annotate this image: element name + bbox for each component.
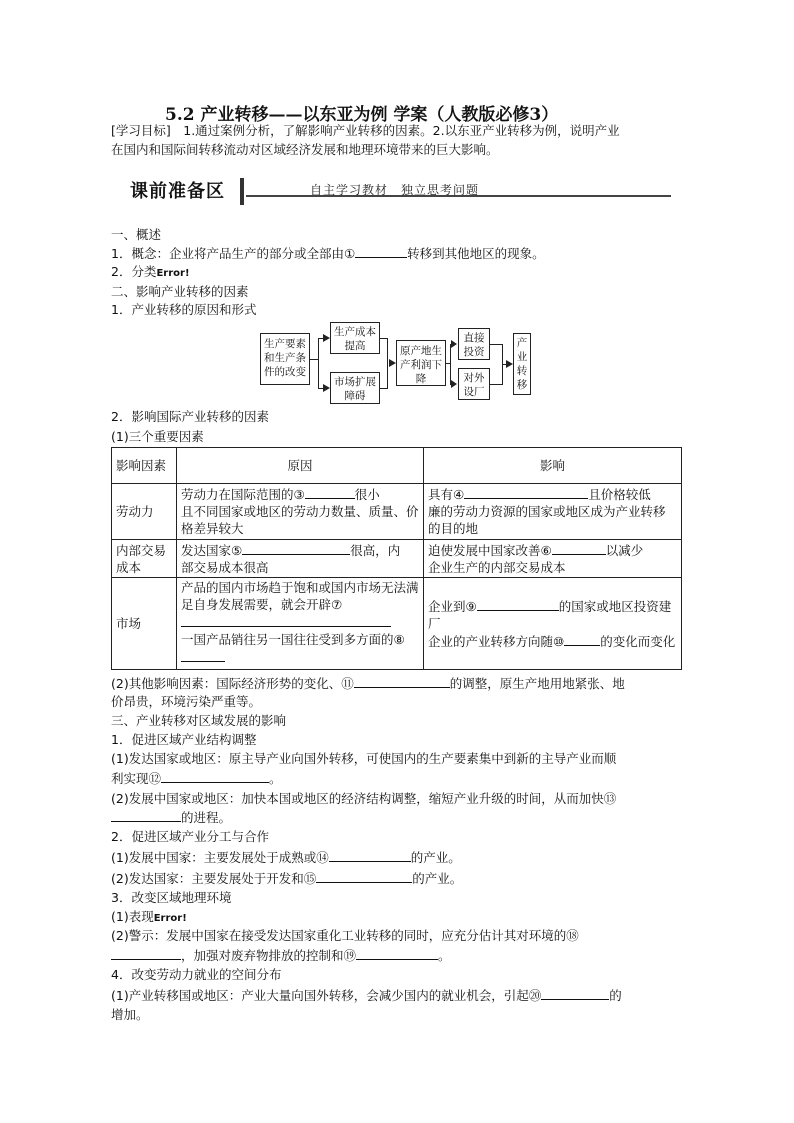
section3-s1d: [111, 808, 231, 827]
section-banner-subtitle: 自主学习教材 独立思考问题: [310, 183, 480, 197]
effect-text: 廉的劳动力资源的国家或地区成为产业转移的目的地: [428, 504, 666, 536]
row-effect: [424, 578, 682, 670]
cause-text: 很小: [354, 487, 380, 502]
section3-sub3: 3．改变区域地理环境: [111, 890, 232, 905]
section3-sub2: 2．促进区域产业分工与合作: [111, 829, 269, 844]
section3-sub1: 1．促进区域产业结构调整: [111, 732, 257, 747]
blank-10[interactable]: [564, 632, 600, 646]
cause-text: 部交易成本很高: [181, 560, 269, 575]
connector: [450, 344, 451, 385]
blank-13[interactable]: [111, 808, 181, 822]
section3-s3c: [111, 946, 451, 965]
section3-s2a: [111, 848, 461, 867]
table-header-cause: 原因: [177, 448, 424, 484]
effect-text: 的国家或地区投资建厂: [428, 599, 672, 631]
row-factor-transaction: 内部交易成本: [112, 540, 177, 578]
blank-20[interactable]: [541, 986, 609, 1000]
section-banner-title: 课前准备区: [115, 178, 244, 205]
section3-s3b: (2)警示：发展中国家在接受发达国家重化工业转移的同时，应充分估计其对环境的⑱: [111, 928, 579, 943]
other-factors-line1: [111, 674, 625, 693]
three-factors-label: (1)三个重要因素: [111, 429, 204, 444]
diagram-box-overseas-factory: 对外设厂: [458, 368, 490, 400]
blank-11[interactable]: [354, 674, 450, 688]
connector: [502, 364, 506, 365]
row-factor-labor: 劳动力: [112, 484, 177, 540]
classify-line: [111, 263, 190, 283]
blank-12[interactable]: [161, 769, 269, 783]
section1-heading: 一、概述: [111, 227, 162, 242]
blank-19[interactable]: [356, 946, 438, 960]
connector: [387, 338, 388, 389]
text: (2)发达国家：主要发展处于开发和⑮: [111, 871, 317, 886]
other-text: 的调整，原生产地用地紧张、地: [449, 676, 625, 691]
section3-s1a: (1)发达国家或地区：原主导产业向国外转移，可使国内的生产要素集中到新的主导产业而顺: [111, 751, 617, 766]
section3-sub4: 4．改变劳动力就业的空间分布: [111, 967, 282, 982]
other-factors-line2: 价昂贵，环境污染严重等。: [111, 694, 262, 709]
arrow-icon: [323, 384, 330, 392]
arrow-icon: [323, 334, 330, 342]
text: (1)产业转移国或地区：产业大量向国外转移，会减少国内的就业机会，引起⑳: [111, 988, 542, 1003]
cause-text: 且不同国家或地区的劳动力数量、质量、价格差异较大: [181, 504, 419, 536]
row-cause: [177, 578, 424, 670]
connector: [490, 344, 502, 345]
text: 。: [438, 948, 451, 963]
diagram-box-cost-rise: 生产成本提高: [330, 322, 380, 354]
section2-sub2: 2．影响国际产业转移的因素: [111, 409, 269, 424]
section3-s4b: 增加。: [111, 1007, 149, 1022]
blank-1[interactable]: [355, 244, 407, 258]
effect-text: 且价格较低: [588, 487, 651, 502]
cause-text: 产品的国内市场趋于饱和或国内市场无法满足自身发展需要，就会开辟⑦: [181, 580, 419, 612]
blank-9[interactable]: [477, 597, 559, 611]
arrow-icon: [451, 340, 457, 348]
effect-text: 的变化而变化: [600, 634, 676, 649]
connector: [310, 359, 318, 360]
blank-3[interactable]: [305, 485, 355, 499]
factors-table: [111, 447, 682, 670]
learning-goals-line1: [学习目标] 1.通过案例分析，了解影响产业转移的因素。2.以东亚产业转移为例，说明产业: [111, 123, 620, 138]
section3-s1c: (2)发展中国家或地区：加快本国或地区的经济结构调整，缩短产业升级的时间，从而加快⑬: [111, 791, 617, 806]
section3-s2b: [111, 869, 462, 888]
table-row: [112, 484, 682, 540]
cause-text: 发达国家⑤: [181, 543, 243, 558]
table-row: [112, 578, 682, 670]
concept-line: [111, 244, 545, 263]
connector: [318, 338, 319, 388]
connector: [380, 338, 387, 339]
blank-7[interactable]: [181, 613, 391, 627]
blank-6[interactable]: [552, 541, 606, 555]
text: 的产业。: [412, 871, 463, 886]
other-text: (2)其他影响因素：国际经济形势的变化、⑪: [111, 676, 354, 691]
diagram-box-market-barrier: 市场扩展障碍: [330, 372, 380, 404]
text: 的进程。: [181, 810, 232, 825]
effect-text: 企业的产业转移方向随⑩: [428, 634, 565, 649]
row-effect: [424, 484, 682, 540]
learning-goals-line2: 在国内和国际间转移流动对区域经济发展和地理环境带来的巨大影响。: [111, 142, 499, 157]
diagram-box-profit-drop: 原产地生产利润下降: [396, 340, 446, 386]
effect-text: 迫使发展中国家改善⑥: [428, 543, 552, 558]
connector: [380, 388, 387, 389]
table-header-effect: 影响: [424, 448, 682, 484]
blank-18[interactable]: [111, 946, 181, 960]
error-text: Error!: [153, 913, 187, 924]
blank-4[interactable]: [464, 485, 588, 499]
text: ，加强对废弃物排放的控制和⑲: [181, 948, 357, 963]
section3-heading: 三、产业转移对区域发展的影响: [111, 713, 287, 728]
row-effect: [424, 540, 682, 578]
blank-15[interactable]: [316, 869, 412, 883]
table-header-factor: 影响因素: [112, 448, 177, 484]
text: 的: [609, 988, 622, 1003]
text: (1)发展中国家：主要发展处于成熟或⑭: [111, 850, 329, 865]
section3-s4a: [111, 986, 622, 1005]
effect-text: 企业到⑨: [428, 599, 477, 614]
concept-text-a: 1．概念：企业将产品生产的部分或全部由①: [111, 246, 356, 261]
arrow-icon: [451, 380, 457, 388]
section2-heading: 二、影响产业转移的因素: [111, 284, 249, 299]
diagram-box-factor-change: 生产要素和生产条件的改变: [260, 333, 310, 385]
text: (1)表现: [111, 909, 154, 924]
arrow-icon: [506, 360, 513, 368]
blank-5[interactable]: [242, 541, 350, 555]
blank-14[interactable]: [329, 848, 411, 862]
effect-text: 具有④: [428, 487, 465, 502]
diagram-box-direct-invest: 直接投资: [458, 328, 490, 360]
blank-8[interactable]: [181, 648, 225, 662]
text: 的产业。: [410, 850, 461, 865]
text: 利实现⑫: [111, 771, 162, 786]
page-title: 5.2 产业转移——以东亚为例 学案（人教版必修3）: [165, 105, 559, 125]
classify-text: 2．分类: [111, 264, 157, 279]
connector: [490, 384, 502, 385]
text: 。: [269, 771, 282, 786]
concept-text-b: 转移到其他地区的现象。: [407, 246, 545, 261]
effect-text: 以减少: [605, 543, 644, 558]
arrow-icon: [389, 359, 396, 367]
section2-sub1: 1．产业转移的原因和形式: [111, 302, 257, 317]
table-row: [112, 540, 682, 578]
section3-s3a: [111, 908, 187, 928]
cause-text: 很高，内: [350, 543, 401, 558]
row-factor-market: 市场: [112, 578, 177, 670]
row-cause: [177, 540, 424, 578]
effect-text: 企业生产的内部交易成本: [428, 560, 566, 575]
diagram-box-industry-transfer: 产业转移: [513, 333, 531, 395]
section3-s1b: [111, 769, 282, 788]
error-text: Error!: [156, 268, 190, 279]
cause-text: 一国产品销往另一国往往受到多方面的⑧: [181, 632, 405, 647]
cause-text: 劳动力在国际范围的③: [181, 487, 305, 502]
row-cause: [177, 484, 424, 540]
